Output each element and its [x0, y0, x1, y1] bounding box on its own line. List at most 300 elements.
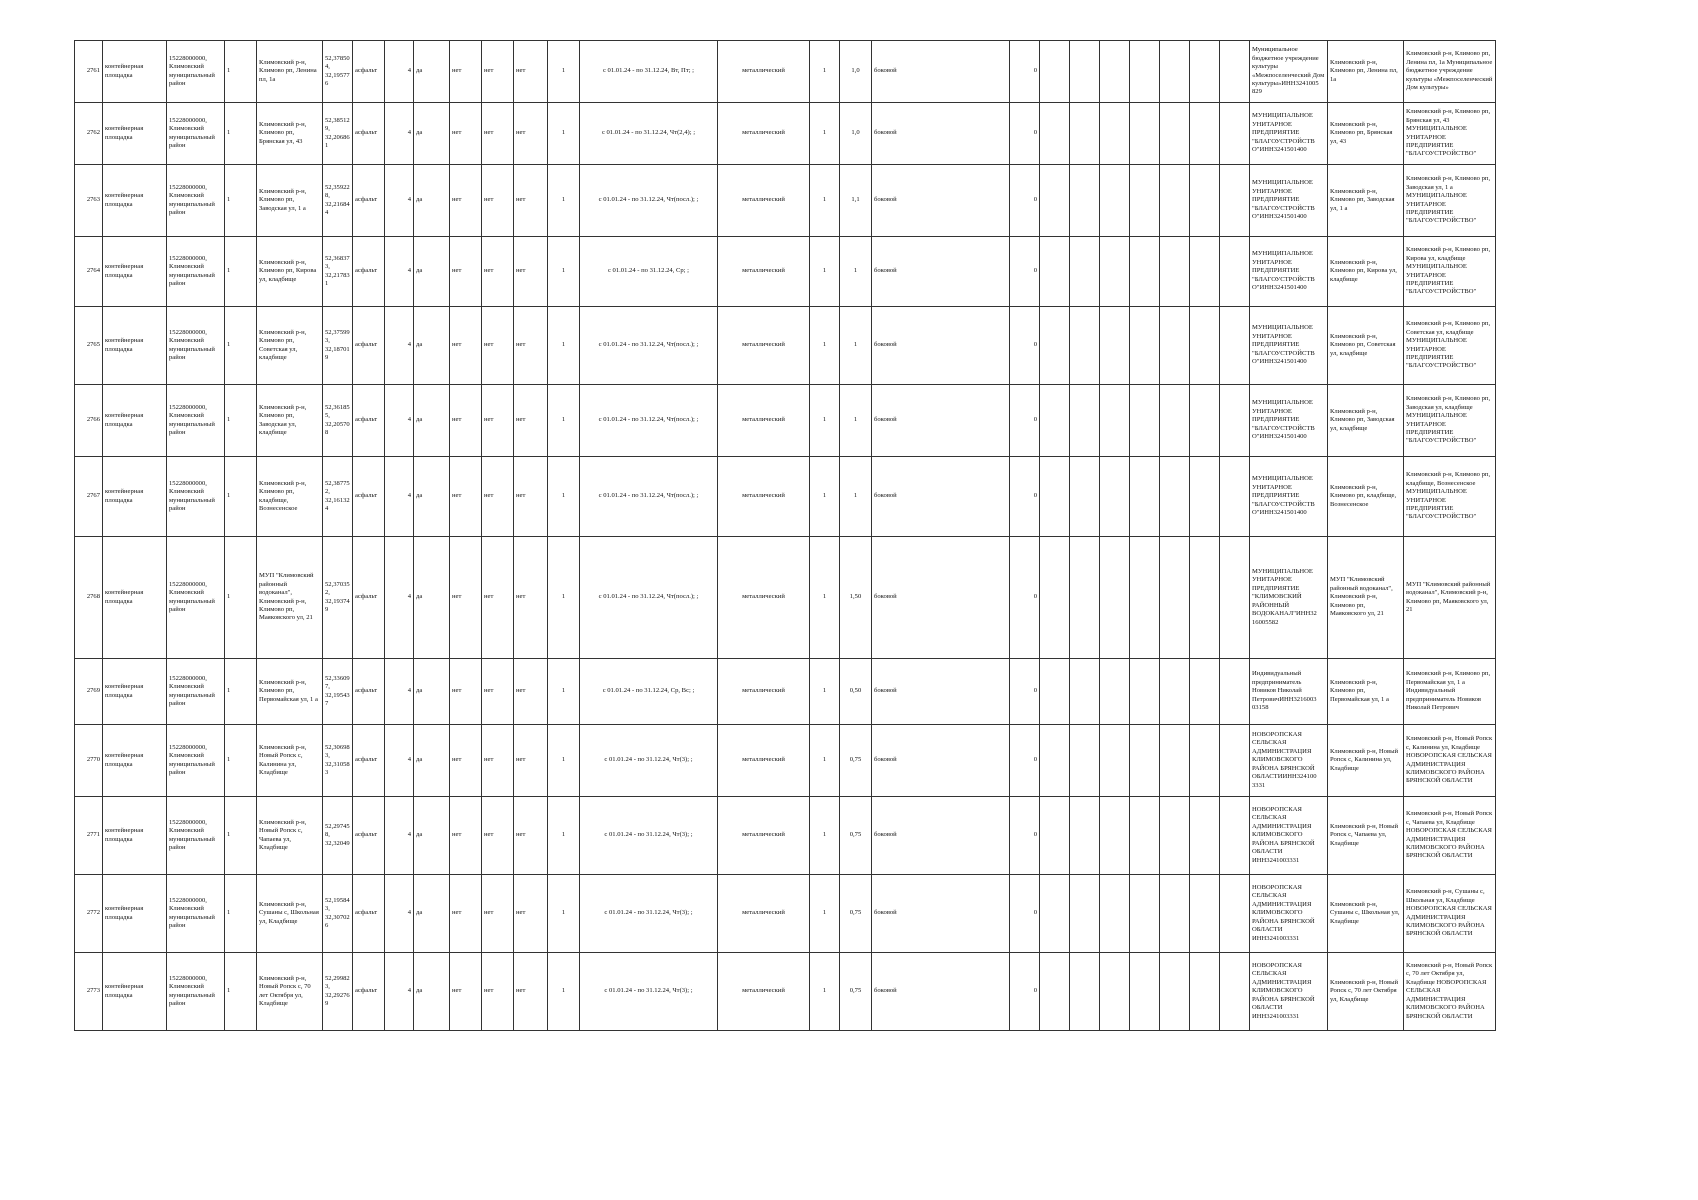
flag-d: нет [514, 457, 548, 537]
zero-cell: 0 [1010, 457, 1040, 537]
empty-cell [1100, 457, 1130, 537]
municipality: 15228000000, Климовский муниципальный район [167, 307, 225, 385]
empty-cell [1040, 953, 1070, 1031]
flag-b: нет [450, 165, 482, 237]
table-row [75, 307, 1496, 385]
table-row [75, 953, 1496, 1031]
container-qty: 1 [810, 457, 840, 537]
empty-cell [1220, 165, 1250, 237]
empty-cell [1070, 875, 1100, 953]
empty-cell [1040, 725, 1070, 797]
loading-type: боковой [872, 659, 1010, 725]
empty-cell [1070, 385, 1100, 457]
zero-cell: 0 [1010, 385, 1040, 457]
flag-d: нет [514, 307, 548, 385]
empty-cell [1130, 797, 1160, 875]
pickup-schedule: с 01.01.24 - по 31.12.24, Ср, Вс; ; [580, 659, 718, 725]
empty-cell [1190, 165, 1220, 237]
surface-type: асфальт [353, 165, 385, 237]
empty-cell [1130, 385, 1160, 457]
container-count: 4 [385, 165, 414, 237]
container-material: металлический [718, 237, 810, 307]
municipality: 15228000000, Климовский муниципальный район [167, 725, 225, 797]
empty-cell [1070, 307, 1100, 385]
zero-cell: 0 [1010, 165, 1040, 237]
pickup-schedule: с 01.01.24 - по 31.12.24, Чт(посл.); ; [580, 537, 718, 659]
row-number: 2769 [75, 659, 103, 725]
surface-type: асфальт [353, 41, 385, 103]
empty-cell [1160, 953, 1190, 1031]
table-row [75, 537, 1496, 659]
pickup-schedule: с 01.01.24 - по 31.12.24, Чт(посл.); ; [580, 165, 718, 237]
empty-cell [1190, 875, 1220, 953]
flag-c: нет [482, 725, 514, 797]
pickup-schedule: с 01.01.24 - по 31.12.24, Чт(3); ; [580, 953, 718, 1031]
empty-cell [1220, 237, 1250, 307]
empty-cell [1100, 537, 1130, 659]
waste-source: Климовский р-н, Климово рп, Кирова ул, кладбище МУНИЦИПАЛЬНОЕ УНИТАРНОЕ ПРЕДПРИЯТИЕ "БЛАГОУСТРОЙСТВО" [1404, 237, 1496, 307]
waste-source: Климовский р-н, Новый Ропск с, Калинина ул, Кладбище НОВОРОПСКАЯ СЕЛЬСКАЯ АДМИНИСТРАЦИЯ КЛИМОВСКОГО РАЙОНА БРЯНСКОЙ ОБЛАСТИ [1404, 725, 1496, 797]
flag-e: 1 [548, 103, 580, 165]
site-address: Климовский р-н, Сушаны с, Школьная ул, Кладбище [257, 875, 323, 953]
empty-cell [1100, 41, 1130, 103]
empty-cell [1100, 165, 1130, 237]
municipality: 15228000000, Климовский муниципальный район [167, 953, 225, 1031]
table-row [75, 725, 1496, 797]
loading-type: боковой [872, 165, 1010, 237]
municipality: 15228000000, Климовский муниципальный район [167, 537, 225, 659]
loading-type: боковой [872, 457, 1010, 537]
container-material: металлический [718, 875, 810, 953]
pickup-schedule: с 01.01.24 - по 31.12.24, Чт(3); ; [580, 875, 718, 953]
flag-b: нет [450, 725, 482, 797]
empty-cell [1040, 307, 1070, 385]
registry-sheet [74, 40, 1496, 1031]
empty-cell [1130, 457, 1160, 537]
table-row [75, 237, 1496, 307]
coordinates: 52,35922 8, 32,21684 4 [323, 165, 353, 237]
empty-cell [1160, 537, 1190, 659]
empty-cell [1130, 659, 1160, 725]
zero-cell: 0 [1010, 237, 1040, 307]
empty-cell [1220, 953, 1250, 1031]
container-material: металлический [718, 953, 810, 1031]
container-volume: 1 [840, 307, 872, 385]
flag-e: 1 [548, 537, 580, 659]
container-material: металлический [718, 659, 810, 725]
flag-c: нет [482, 103, 514, 165]
container-qty: 1 [810, 307, 840, 385]
fence-flag: да [414, 725, 450, 797]
empty-cell [1160, 165, 1190, 237]
surface-type: асфальт [353, 725, 385, 797]
container-count: 4 [385, 103, 414, 165]
flag-e: 1 [548, 875, 580, 953]
surface-type: асфальт [353, 237, 385, 307]
fence-flag: да [414, 953, 450, 1031]
table-row [75, 875, 1496, 953]
flag-d: нет [514, 103, 548, 165]
loading-type: боковой [872, 953, 1010, 1031]
loading-type: боковой [872, 385, 1010, 457]
fence-flag: да [414, 875, 450, 953]
surface-type: асфальт [353, 797, 385, 875]
flag-cell: 1 [225, 457, 257, 537]
flag-c: нет [482, 307, 514, 385]
coordinates: 52,36837 3, 32,21783 1 [323, 237, 353, 307]
site-type: контейнерная площадка [103, 725, 167, 797]
empty-cell [1040, 659, 1070, 725]
empty-cell [1130, 165, 1160, 237]
flag-e: 1 [548, 237, 580, 307]
loading-type: боковой [872, 307, 1010, 385]
container-material: металлический [718, 41, 810, 103]
fence-flag: да [414, 41, 450, 103]
owner-address: Климовский р-н, Климово рп, Ленина пл, 1а [1328, 41, 1404, 103]
container-material: металлический [718, 797, 810, 875]
flag-b: нет [450, 103, 482, 165]
flag-cell: 1 [225, 103, 257, 165]
table-row [75, 103, 1496, 165]
owner-address: Климовский р-н, Климово рп, Кирова ул, кладбище [1328, 237, 1404, 307]
zero-cell: 0 [1010, 797, 1040, 875]
site-type: контейнерная площадка [103, 41, 167, 103]
empty-cell [1190, 725, 1220, 797]
table-row [75, 385, 1496, 457]
container-qty: 1 [810, 953, 840, 1031]
empty-cell [1160, 659, 1190, 725]
municipality: 15228000000, Климовский муниципальный район [167, 875, 225, 953]
owner-address: Климовский р-н, Климово рп, Брянская ул, 43 [1328, 103, 1404, 165]
municipality: 15228000000, Климовский муниципальный район [167, 103, 225, 165]
waste-source: МУП "Климовский районный водоканал", Климовский р-н, Климово рп, Маяковского ул, 21 [1404, 537, 1496, 659]
municipality: 15228000000, Климовский муниципальный район [167, 237, 225, 307]
container-count: 4 [385, 659, 414, 725]
fence-flag: да [414, 457, 450, 537]
flag-b: нет [450, 41, 482, 103]
empty-cell [1130, 41, 1160, 103]
site-type: контейнерная площадка [103, 165, 167, 237]
container-qty: 1 [810, 385, 840, 457]
empty-cell [1070, 953, 1100, 1031]
empty-cell [1070, 103, 1100, 165]
flag-d: нет [514, 165, 548, 237]
empty-cell [1160, 307, 1190, 385]
flag-c: нет [482, 457, 514, 537]
fence-flag: да [414, 797, 450, 875]
site-type: контейнерная площадка [103, 457, 167, 537]
empty-cell [1070, 457, 1100, 537]
fence-flag: да [414, 237, 450, 307]
owner-address: Климовский р-н, Сушаны с, Школьная ул, Кладбище [1328, 875, 1404, 953]
row-number: 2762 [75, 103, 103, 165]
fence-flag: да [414, 307, 450, 385]
zero-cell: 0 [1010, 537, 1040, 659]
empty-cell [1190, 103, 1220, 165]
owner-name: НОВОРОПСКАЯ СЕЛЬСКАЯ АДМИНИСТРАЦИЯ КЛИМОВСКОГО РАЙОНА БРЯНСКОЙ ОБЛАСТИ ИНН3241003331 [1250, 953, 1328, 1031]
loading-type: боковой [872, 725, 1010, 797]
row-number: 2767 [75, 457, 103, 537]
flag-d: нет [514, 875, 548, 953]
empty-cell [1220, 725, 1250, 797]
surface-type: асфальт [353, 875, 385, 953]
empty-cell [1160, 41, 1190, 103]
empty-cell [1070, 725, 1100, 797]
site-type: контейнерная площадка [103, 537, 167, 659]
container-count: 4 [385, 537, 414, 659]
loading-type: боковой [872, 237, 1010, 307]
empty-cell [1130, 953, 1160, 1031]
empty-cell [1220, 307, 1250, 385]
site-type: контейнерная площадка [103, 103, 167, 165]
owner-name: МУНИЦИПАЛЬНОЕ УНИТАРНОЕ ПРЕДПРИЯТИЕ "БЛАГОУСТРОЙСТВ О"ИНН3241501400 [1250, 237, 1328, 307]
container-qty: 1 [810, 237, 840, 307]
empty-cell [1070, 537, 1100, 659]
empty-cell [1130, 725, 1160, 797]
empty-cell [1100, 953, 1130, 1031]
empty-cell [1220, 41, 1250, 103]
flag-c: нет [482, 875, 514, 953]
empty-cell [1070, 797, 1100, 875]
flag-e: 1 [548, 41, 580, 103]
waste-source: Климовский р-н, Новый Ропск с, 70 лет Октября ул, Кладбище НОВОРОПСКАЯ СЕЛЬСКАЯ АДМИНИСТРАЦИЯ КЛИМОВСКОГО РАЙОНА БРЯНСКОЙ ОБЛАСТИ [1404, 953, 1496, 1031]
site-type: контейнерная площадка [103, 307, 167, 385]
site-address: Климовский р-н, Климово рп, кладбище, Вознесенское [257, 457, 323, 537]
container-qty: 1 [810, 103, 840, 165]
container-qty: 1 [810, 797, 840, 875]
owner-name: Индивидуальный предприниматель Новиков Николай ПетровичИНН3216003 03158 [1250, 659, 1328, 725]
municipality: 15228000000, Климовский муниципальный район [167, 165, 225, 237]
empty-cell [1040, 237, 1070, 307]
flag-cell: 1 [225, 659, 257, 725]
pickup-schedule: с 01.01.24 - по 31.12.24, Чт(2,4); ; [580, 103, 718, 165]
surface-type: асфальт [353, 953, 385, 1031]
coordinates: 52,37599 3, 32,18701 9 [323, 307, 353, 385]
container-count: 4 [385, 953, 414, 1031]
flag-d: нет [514, 953, 548, 1031]
flag-e: 1 [548, 725, 580, 797]
empty-cell [1160, 237, 1190, 307]
container-count: 4 [385, 307, 414, 385]
container-count: 4 [385, 237, 414, 307]
empty-cell [1070, 41, 1100, 103]
owner-name: НОВОРОПСКАЯ СЕЛЬСКАЯ АДМИНИСТРАЦИЯ КЛИМОВСКОГО РАЙОНА БРЯНСКОЙ ОБЛАСТИИНН324100 3331 [1250, 725, 1328, 797]
container-qty: 1 [810, 725, 840, 797]
coordinates: 52,36185 5, 32,20570 8 [323, 385, 353, 457]
flag-e: 1 [548, 307, 580, 385]
container-volume: 1,50 [840, 537, 872, 659]
row-number: 2761 [75, 41, 103, 103]
owner-name: МУНИЦИПАЛЬНОЕ УНИТАРНОЕ ПРЕДПРИЯТИЕ "БЛАГОУСТРОЙСТВ О"ИНН3241501400 [1250, 165, 1328, 237]
empty-cell [1160, 103, 1190, 165]
container-qty: 1 [810, 41, 840, 103]
empty-cell [1100, 797, 1130, 875]
empty-cell [1190, 953, 1220, 1031]
owner-name: МУНИЦИПАЛЬНОЕ УНИТАРНОЕ ПРЕДПРИЯТИЕ "БЛАГОУСТРОЙСТВ О"ИНН3241501400 [1250, 457, 1328, 537]
flag-b: нет [450, 385, 482, 457]
empty-cell [1220, 797, 1250, 875]
container-material: металлический [718, 537, 810, 659]
empty-cell [1040, 797, 1070, 875]
empty-cell [1220, 103, 1250, 165]
flag-c: нет [482, 953, 514, 1031]
empty-cell [1130, 875, 1160, 953]
row-number: 2766 [75, 385, 103, 457]
owner-name: МУНИЦИПАЛЬНОЕ УНИТАРНОЕ ПРЕДПРИЯТИЕ "КЛИМОВСКИЙ РАЙОННЫЙ ВОДОКАНАЛ"ИНН32 16005582 [1250, 537, 1328, 659]
waste-source: Климовский р-н, Климово рп, Брянская ул, 43 МУНИЦИПАЛЬНОЕ УНИТАРНОЕ ПРЕДПРИЯТИЕ "БЛАГОУСТРОЙСТВО" [1404, 103, 1496, 165]
row-number: 2770 [75, 725, 103, 797]
flag-c: нет [482, 537, 514, 659]
site-type: контейнерная площадка [103, 385, 167, 457]
waste-source: Климовский р-н, Климово рп, Заводская ул, кладбище МУНИЦИПАЛЬНОЕ УНИТАРНОЕ ПРЕДПРИЯТИЕ "БЛАГОУСТРОЙСТВО" [1404, 385, 1496, 457]
waste-source: Климовский р-н, Климово рп, Первомайская ул, 1 а Индивидуальный предприниматель Новиков Николай Петрович [1404, 659, 1496, 725]
site-address: Климовский р-н, Климово рп, Ленина пл, 1а [257, 41, 323, 103]
site-address: МУП "Климовский районный водоканал", Климовский р-н, Климово рп, Маяковского ул, 21 [257, 537, 323, 659]
flag-d: нет [514, 725, 548, 797]
container-count: 4 [385, 41, 414, 103]
container-qty: 1 [810, 875, 840, 953]
owner-address: Климовский р-н, Климово рп, Первомайская ул, 1 а [1328, 659, 1404, 725]
flag-c: нет [482, 237, 514, 307]
owner-name: МУНИЦИПАЛЬНОЕ УНИТАРНОЕ ПРЕДПРИЯТИЕ "БЛАГОУСТРОЙСТВ О"ИНН3241501400 [1250, 385, 1328, 457]
site-type: контейнерная площадка [103, 797, 167, 875]
table-row [75, 797, 1496, 875]
pickup-schedule: с 01.01.24 - по 31.12.24, Вт, Пт; ; [580, 41, 718, 103]
empty-cell [1190, 659, 1220, 725]
municipality: 15228000000, Климовский муниципальный район [167, 457, 225, 537]
site-address: Климовский р-н, Новый Ропск с, Чапаева ул, Кладбище [257, 797, 323, 875]
site-address: Климовский р-н, Климово рп, Кирова ул, кладбище [257, 237, 323, 307]
empty-cell [1190, 307, 1220, 385]
fence-flag: да [414, 659, 450, 725]
registry-body [75, 41, 1496, 1031]
owner-address: МУП "Климовский районный водоканал", Климовский р-н, Климово рп, Маяковского ул, 21 [1328, 537, 1404, 659]
container-material: металлический [718, 103, 810, 165]
empty-cell [1040, 457, 1070, 537]
empty-cell [1040, 165, 1070, 237]
site-address: Климовский р-н, Климово рп, Первомайская ул, 1 а [257, 659, 323, 725]
empty-cell [1100, 307, 1130, 385]
container-volume: 0,75 [840, 875, 872, 953]
empty-cell [1040, 385, 1070, 457]
flag-cell: 1 [225, 307, 257, 385]
flag-cell: 1 [225, 237, 257, 307]
empty-cell [1220, 659, 1250, 725]
empty-cell [1190, 537, 1220, 659]
owner-name: НОВОРОПСКАЯ СЕЛЬСКАЯ АДМИНИСТРАЦИЯ КЛИМОВСКОГО РАЙОНА БРЯНСКОЙ ОБЛАСТИ ИНН3241003331 [1250, 797, 1328, 875]
row-number: 2768 [75, 537, 103, 659]
empty-cell [1220, 537, 1250, 659]
container-material: металлический [718, 385, 810, 457]
row-number: 2772 [75, 875, 103, 953]
flag-e: 1 [548, 457, 580, 537]
empty-cell [1040, 41, 1070, 103]
waste-source: Климовский р-н, Сушаны с, Школьная ул, Кладбище НОВОРОПСКАЯ СЕЛЬСКАЯ АДМИНИСТРАЦИЯ КЛИМОВСКОГО РАЙОНА БРЯНСКОЙ ОБЛАСТИ [1404, 875, 1496, 953]
empty-cell [1190, 797, 1220, 875]
surface-type: асфальт [353, 385, 385, 457]
flag-d: нет [514, 41, 548, 103]
registry-table [74, 40, 1496, 1031]
flag-b: нет [450, 537, 482, 659]
surface-type: асфальт [353, 103, 385, 165]
fence-flag: да [414, 103, 450, 165]
empty-cell [1100, 725, 1130, 797]
loading-type: боковой [872, 797, 1010, 875]
owner-address: Климовский р-н, Климово рп, Заводская ул, 1 а [1328, 165, 1404, 237]
empty-cell [1070, 237, 1100, 307]
flag-cell: 1 [225, 537, 257, 659]
empty-cell [1100, 237, 1130, 307]
waste-source: Климовский р-н, Климово рп, кладбище, Вознесенское МУНИЦИПАЛЬНОЕ УНИТАРНОЕ ПРЕДПРИЯТИЕ "БЛАГОУСТРОЙСТВО" [1404, 457, 1496, 537]
container-material: металлический [718, 307, 810, 385]
zero-cell: 0 [1010, 103, 1040, 165]
container-material: металлический [718, 165, 810, 237]
container-volume: 0,75 [840, 953, 872, 1031]
flag-c: нет [482, 797, 514, 875]
empty-cell [1100, 385, 1130, 457]
table-row [75, 457, 1496, 537]
zero-cell: 0 [1010, 307, 1040, 385]
container-count: 4 [385, 457, 414, 537]
empty-cell [1160, 797, 1190, 875]
flag-cell: 1 [225, 953, 257, 1031]
loading-type: боковой [872, 875, 1010, 953]
container-volume: 1,1 [840, 165, 872, 237]
fence-flag: да [414, 165, 450, 237]
municipality: 15228000000, Климовский муниципальный район [167, 385, 225, 457]
loading-type: боковой [872, 41, 1010, 103]
municipality: 15228000000, Климовский муниципальный район [167, 41, 225, 103]
empty-cell [1100, 875, 1130, 953]
flag-cell: 1 [225, 385, 257, 457]
table-row [75, 41, 1496, 103]
flag-b: нет [450, 875, 482, 953]
container-count: 4 [385, 875, 414, 953]
flag-cell: 1 [225, 165, 257, 237]
empty-cell [1130, 537, 1160, 659]
pickup-schedule: с 01.01.24 - по 31.12.24, Чт(посл.); ; [580, 307, 718, 385]
flag-d: нет [514, 797, 548, 875]
waste-source: Климовский р-н, Климово рп, Заводская ул, 1 а МУНИЦИПАЛЬНОЕ УНИТАРНОЕ ПРЕДПРИЯТИЕ "БЛАГОУСТРОЙСТВО" [1404, 165, 1496, 237]
coordinates: 52,38775 2, 32,16132 4 [323, 457, 353, 537]
municipality: 15228000000, Климовский муниципальный район [167, 659, 225, 725]
row-number: 2764 [75, 237, 103, 307]
owner-address: Климовский р-н, Климово рп, кладбище, Вознесенское [1328, 457, 1404, 537]
flag-e: 1 [548, 797, 580, 875]
container-volume: 1 [840, 385, 872, 457]
container-volume: 0,50 [840, 659, 872, 725]
fence-flag: да [414, 537, 450, 659]
site-address: Климовский р-н, Климово рп, Советская ул, кладбище [257, 307, 323, 385]
empty-cell [1190, 385, 1220, 457]
flag-b: нет [450, 307, 482, 385]
empty-cell [1130, 237, 1160, 307]
pickup-schedule: с 01.01.24 - по 31.12.24, Чт(посл.); ; [580, 457, 718, 537]
flag-cell: 1 [225, 725, 257, 797]
empty-cell [1190, 41, 1220, 103]
loading-type: боковой [872, 103, 1010, 165]
coordinates: 52,37035 2, 32,19374 9 [323, 537, 353, 659]
site-address: Климовский р-н, Климово рп, Заводская ул, 1 а [257, 165, 323, 237]
flag-d: нет [514, 537, 548, 659]
pickup-schedule: с 01.01.24 - по 31.12.24, Чт(посл.); ; [580, 385, 718, 457]
owner-address: Климовский р-н, Климово рп, Советская ул, кладбище [1328, 307, 1404, 385]
owner-address: Климовский р-н, Новый Ропск с, Чапаева ул, Кладбище [1328, 797, 1404, 875]
zero-cell: 0 [1010, 725, 1040, 797]
container-count: 4 [385, 385, 414, 457]
coordinates: 52,29745 8, 32,32049 [323, 797, 353, 875]
site-type: контейнерная площадка [103, 659, 167, 725]
